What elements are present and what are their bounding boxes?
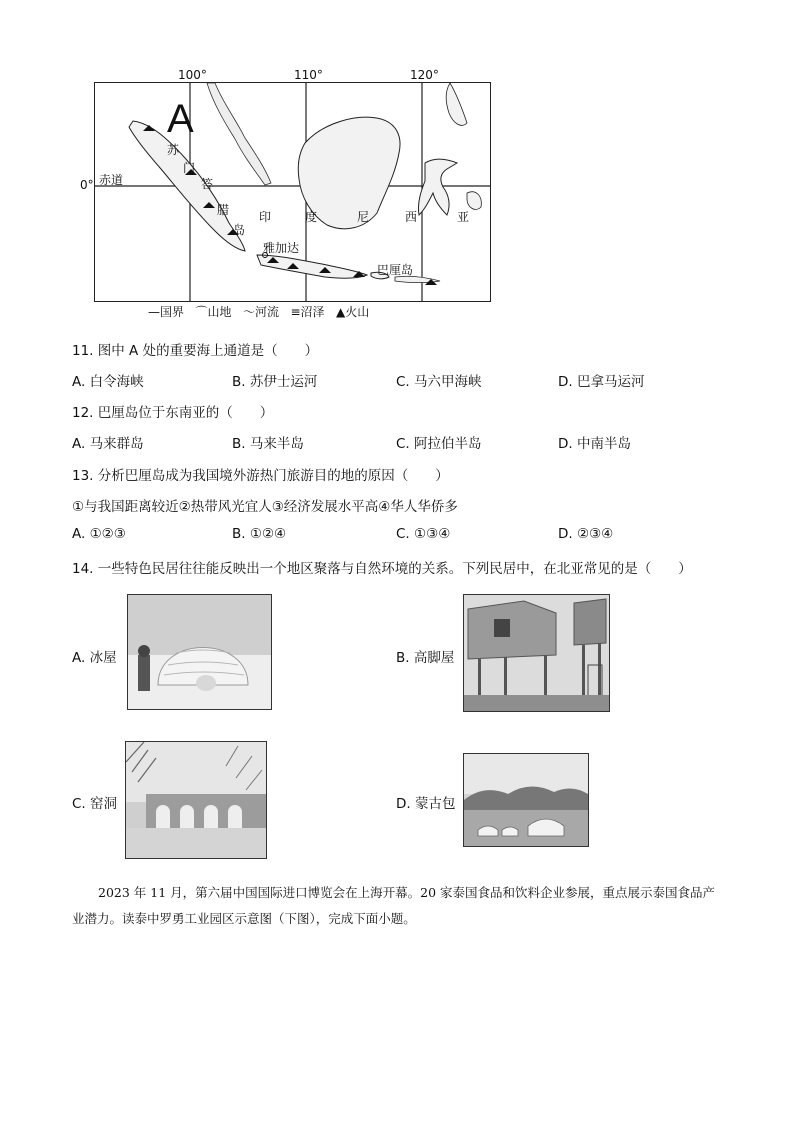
label-ya: 亚 [457, 210, 470, 224]
cave-dwelling-drawing [126, 742, 266, 858]
yurt-drawing [464, 754, 588, 846]
river-legend-icon: 〜 [242, 305, 255, 319]
q14-option-a[interactable]: A. 冰屋 [72, 650, 117, 666]
q13-option-c[interactable]: C. ①③④ [396, 526, 451, 542]
label-yin: 印 [259, 210, 272, 224]
question-11-stem: 11. 图中 A 处的重要海上通道是（ ） [72, 343, 319, 359]
q12-option-c[interactable]: C. 阿拉伯半岛 [396, 436, 482, 452]
material-paragraph: 2023 年 11 月，第六届中国国际进口博览会在上海开幕。20 家泰国食品和饮料企业参展，重点展示泰国食品产业潜力。读泰中罗勇工业园区示意图（下图），完成下面小题。 [72, 885, 716, 926]
stilt-house-drawing [464, 595, 609, 711]
map-longitude-100: 100° [178, 68, 207, 82]
q14-option-b[interactable]: B. 高脚屋 [396, 650, 455, 666]
q13-option-a[interactable]: A. ①②③ [72, 526, 126, 542]
question-14-stem: 14. 一些特色民居往往能反映出一个地区聚落与自然环境的关系。下列民居中，在北亚常见的是（ ） [72, 561, 692, 577]
region-a-label: A [167, 97, 194, 141]
equator-label: 赤道 [99, 173, 124, 187]
q13-option-b[interactable]: B. ①②④ [232, 526, 287, 542]
q12-option-a[interactable]: A. 马来群岛 [72, 436, 144, 452]
legend-label: 河流 [254, 305, 279, 319]
map-legend [148, 303, 369, 320]
yurt-photo [463, 753, 589, 847]
philippines-fragment [446, 83, 467, 125]
q14-option-c[interactable]: C. 窑洞 [72, 796, 118, 812]
label-da: 答 [201, 177, 214, 191]
question-13-statement: ①与我国距离较近②热带风光宜人③经济发展水平高④华人华侨多 [72, 499, 458, 515]
q11-option-d[interactable]: D. 巴拿马运河 [558, 374, 645, 390]
stilt-house-photo [463, 594, 610, 712]
label-du: 度 [305, 210, 318, 224]
maluku-islands [467, 192, 481, 210]
map-longitude-110: 110° [294, 68, 323, 82]
label-men: 门 [183, 161, 196, 175]
q11-option-c[interactable]: C. 马六甲海峡 [396, 374, 482, 390]
map-drawing [95, 83, 490, 301]
legend-label: 山地 [207, 305, 232, 319]
volcano-legend-icon: ▲ [335, 305, 346, 319]
swamp-legend-icon: ≡ [290, 305, 301, 319]
sulawesi-island [418, 159, 457, 215]
legend-label: 沼泽 [300, 305, 325, 319]
malay-peninsula [207, 83, 271, 185]
map-latitude-0: 0° [80, 178, 94, 192]
q13-option-d[interactable]: D. ②③④ [558, 526, 614, 542]
q11-option-a[interactable]: A. 白令海峡 [72, 374, 144, 390]
label-su: 苏 [167, 143, 180, 157]
label-la: 腊 [217, 203, 230, 217]
q12-option-b[interactable]: B. 马来半岛 [232, 436, 304, 452]
igloo-photo [127, 594, 272, 710]
legend-label: 火山 [345, 305, 370, 319]
bali-label: 巴厘岛 [377, 263, 414, 277]
jakarta-label: 雅加达 [263, 241, 300, 255]
q12-option-d[interactable]: D. 中南半岛 [558, 436, 631, 452]
label-dao: 岛 [233, 223, 246, 237]
indonesia-map [94, 82, 491, 302]
q11-option-b[interactable]: B. 苏伊士运河 [232, 374, 318, 390]
border-legend-icon: — [148, 305, 160, 319]
label-ni: 尼 [357, 210, 370, 224]
igloo-drawing [128, 595, 271, 709]
q14-option-d[interactable]: D. 蒙古包 [396, 796, 456, 812]
label-xi: 西 [405, 210, 418, 224]
cave-dwelling-photo [125, 741, 267, 859]
legend-label: 国界 [160, 305, 185, 319]
question-12-stem: 12. 巴厘岛位于东南亚的（ ） [72, 405, 274, 421]
map-longitude-120: 120° [410, 68, 439, 82]
question-13-stem: 13. 分析巴厘岛成为我国境外游热门旅游目的地的原因（ ） [72, 468, 449, 484]
mountain-legend-icon: ⌒ [195, 305, 208, 319]
